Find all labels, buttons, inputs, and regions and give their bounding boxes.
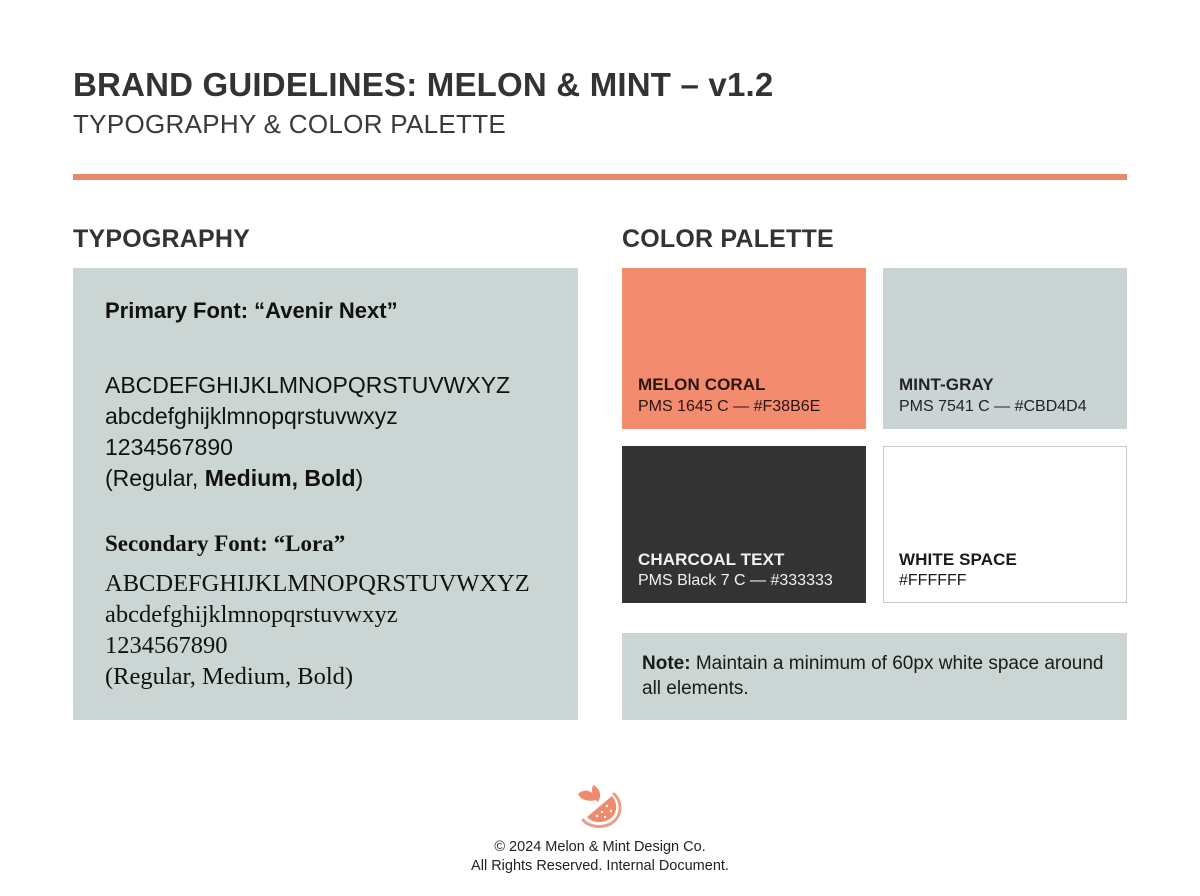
- typography-heading: TYPOGRAPHY: [73, 225, 251, 253]
- secondary-weights: (Regular, Medium, Bold): [105, 663, 354, 690]
- page-title: BRAND GUIDELINES: MELON & MINT – v1.2: [73, 66, 774, 103]
- primary-weights-close: ): [355, 465, 364, 491]
- footer-copyright: © 2024 Melon & Mint Design Co.: [494, 839, 706, 855]
- primary-font-label: Primary Font: “Avenir Next”: [105, 298, 398, 323]
- swatch-name: MINT-GRAY: [899, 375, 994, 394]
- header-divider: [73, 174, 1127, 180]
- secondary-uppercase: ABCDEFGHIJKLMNOPQRSTUVWXYZ: [105, 570, 530, 597]
- swatch-name: MELON CORAL: [638, 375, 766, 394]
- footer-rights: All Rights Reserved. Internal Document.: [471, 858, 729, 874]
- swatch-melon-coral: [622, 268, 866, 429]
- color-palette-heading: COLOR PALETTE: [622, 225, 834, 253]
- primary-weights-regular: (Regular,: [105, 465, 205, 491]
- swatch-code: PMS 7541 C — #CBD4D4: [899, 398, 1087, 415]
- primary-uppercase: ABCDEFGHIJKLMNOPQRSTUVWXYZ: [105, 372, 511, 398]
- note-text: Maintain a minimum of 60px white space around all elements.: [642, 653, 1104, 699]
- swatch-white-space: [883, 446, 1127, 603]
- swatch-mint-gray: [883, 268, 1127, 429]
- primary-font-sample: [105, 370, 510, 494]
- secondary-lowercase: abcdefghijklmnopqrstuvwxyz: [105, 601, 398, 628]
- swatch-code: PMS 1645 C — #F38B6E: [638, 398, 821, 415]
- primary-numerals: 1234567890: [105, 434, 233, 460]
- primary-weights: [105, 463, 510, 494]
- swatch-code: #FFFFFF: [899, 572, 967, 589]
- page-subtitle: TYPOGRAPHY & COLOR PALETTE: [73, 109, 507, 139]
- note-box: [622, 633, 1127, 720]
- primary-weights-bold: Medium, Bold: [204, 465, 356, 491]
- melon-slice-with-leaves-icon: [574, 782, 626, 830]
- swatch-code: PMS Black 7 C — #333333: [638, 572, 833, 589]
- secondary-numerals: 1234567890: [105, 632, 228, 659]
- footer: [0, 838, 1200, 876]
- swatch-name: WHITE SPACE: [899, 550, 1017, 569]
- secondary-font-sample: [105, 568, 530, 692]
- swatch-name: CHARCOAL TEXT: [638, 550, 785, 569]
- typography-panel: [73, 268, 578, 720]
- note-label: Note:: [642, 653, 691, 674]
- swatch-charcoal-text: [622, 446, 866, 603]
- primary-lowercase: abcdefghijklmnopqrstuvwxyz: [105, 403, 398, 429]
- secondary-font-label: Secondary Font: “Lora”: [105, 531, 346, 556]
